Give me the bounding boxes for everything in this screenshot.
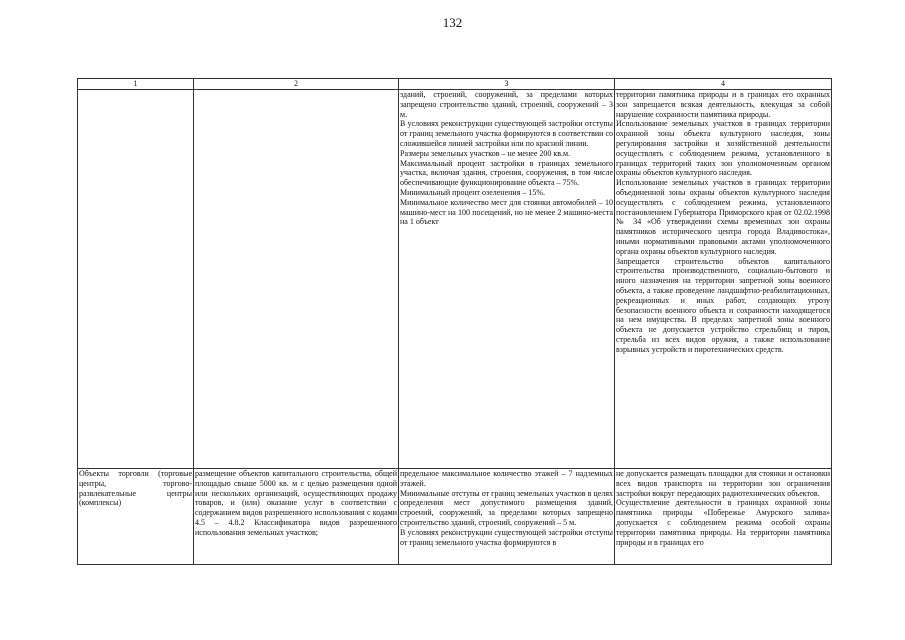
paragraph: Использование земельных участков в границах территории охранной зоны объекта культурного наследия, зоны регулирования застройки и хозяйственной деятельности осуществлять с соблюдением режима, установленного в границах территорий таких зон уполномоченным органом охраны объектов культурного наследия. (616, 119, 830, 178)
row2-col2-cell (194, 469, 399, 565)
object-type-label: Объекты торговли (торговые центры, торгово-развлекательные центры (комплексы) (79, 469, 192, 508)
paragraph: зданий, строений, сооружений, за пределами которых запрещено строительство зданий, строений, сооружений – 3 м. (400, 90, 613, 119)
row2-col4-cell (615, 469, 832, 565)
paragraph: Использование земельных участков в границах территории объединенной зоны охраны объектов культурного наследия осуществлять с соблюдением режима, установленного постановлением Губернатора Приморского края от 02.02.1998 № 34 «Об утверждении схемы временных зон охраны памятников исторического центра города Владивостока», иными нормативными правовыми актами уполномоченного органа охраны объектов культурного наследия. (616, 178, 830, 256)
paragraph: размещение объектов капитального строительства, общей площадью свыше 5000 кв. м с целью размещения одной или нескольких организаций, осуществляющих продажу товаров, и (или) оказание услуг в соответствии с содержанием видов разрешенного использования с кодами 4.5 – 4.8.2 Классификатора видов разрешенного использования земельных участков; (195, 469, 397, 537)
row2-col3-cell (399, 469, 615, 565)
paragraph: В условиях реконструкции существующей застройки отступы от границ земельного участка формируются в (400, 527, 613, 547)
paragraph: Минимальное количество мест для стоянки автомобилей – 10 машино-мест на 100 посещений, но не менее 2 машино-места на 1 объект (400, 197, 613, 227)
column-number-2: 2 (194, 79, 399, 90)
paragraph: предельное максимальное количество этажей – 7 надземных этажей. (400, 469, 613, 488)
paragraph: Осуществление деятельности в границах охранной зоны памятника природы «Побережье Амурского залива» допускается с соблюдением режима особой охраны территории памятника природы. На территории памятника природы и в границах его (616, 498, 830, 547)
paragraph: территории памятника природы и в границах его охранных зон запрещается всякая деятельность, влекущая за собой нарушение сохранности памятника природы. (616, 90, 830, 119)
paragraph: Максимальный процент застройки в границах земельного участка, включая здания, строения, сооружения, в том числе обеспечивающие функционирование объекта – 75%. (400, 158, 613, 188)
row1-col3-cell (399, 90, 615, 469)
paragraph: Минимальный процент озеленения – 15%. (400, 187, 546, 197)
column-number-3: 3 (399, 79, 615, 90)
column-number-4: 4 (615, 79, 832, 90)
paragraph: Размеры земельных участков – не менее 200 кв.м. (400, 148, 571, 158)
paragraph: не допускается размещать площадки для стоянки и остановки всех видов транспорта на территории зон ограничения застройки вокруг передающих радиотехнических объектов. (616, 469, 830, 498)
table-row (78, 469, 832, 565)
regulations-table (77, 78, 832, 565)
row2-col1-cell (78, 469, 194, 565)
table-header-row (78, 79, 832, 90)
column-number-1: 1 (78, 79, 194, 90)
paragraph: Запрещается строительство объектов капитального строительства производственного, социально-бытового и иного назначения на территории запретной зоны военного объекта, а также проведение ландшафтно-реабилитационных, рекреационных и иных работ, создающих угрозу безопасности военного объекта и сохранности находящегося на нем имущества. В пределах запретной зоны военного объекта не допускается устройство стрельбищ и тиров, стрельба из всех видов оружия, а также использование взрывных устройств и пиротехнических средств. (616, 256, 830, 354)
paragraph: Минимальные отступы от границ земельных участков в целях определения мест допустимого размещения зданий, строений, сооружений, за пределами которых запрещено строительство зданий, строений, сооружений – 5 м. (400, 488, 613, 527)
page-number: 132 (442, 15, 463, 30)
table-row (78, 90, 832, 469)
row1-col4-cell (615, 90, 832, 469)
paragraph: В условиях реконструкции существующей застройки отступы от границ земельного участка формируются в соответствии со сложившейся линией застройки или по красной линии. (400, 119, 613, 148)
row1-col2-cell (194, 90, 399, 469)
row1-col1-cell (78, 90, 194, 469)
